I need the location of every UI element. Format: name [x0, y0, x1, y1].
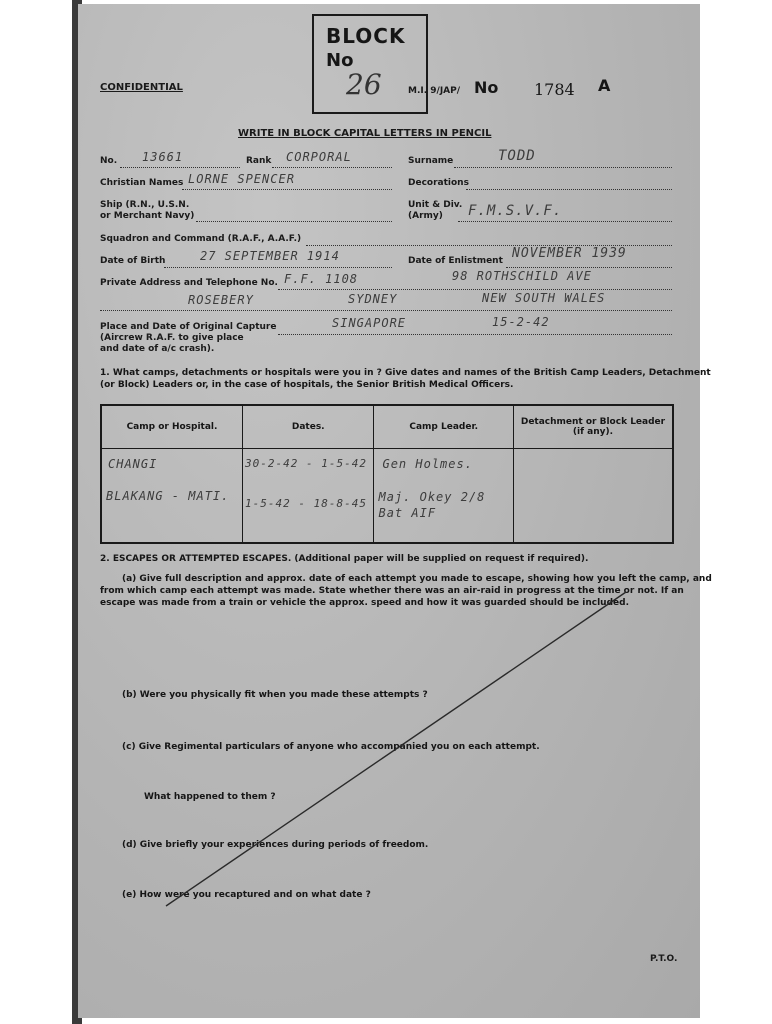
question-1-line-1: 1. What camps, detachments or hospitals were you in ? Give dates and names of the British Camp Leaders, Detachment — [100, 368, 711, 378]
address-label: Private Address and Telephone No. — [100, 278, 278, 288]
address-value-2: ROSEBERY — [188, 293, 254, 307]
col-camp-header: Camp or Hospital. — [101, 405, 243, 449]
surname-label: Surname — [408, 156, 454, 166]
capture-label-2: (Aircrew R.A.F. to give place — [100, 333, 244, 343]
capture-label-1: Place and Date of Original Capture — [100, 322, 277, 332]
no-field-label: No. — [100, 156, 118, 166]
leader-2: Maj. Okey 2/8 Bat AIF — [378, 490, 486, 520]
camp-2: BLAKANG - MATI. — [106, 489, 230, 503]
form-number: 1784 — [534, 80, 575, 99]
unit-label-1: Unit & Div. — [408, 200, 463, 210]
question-2e: (e) How were you recaptured and on what date ? — [122, 890, 371, 900]
question-2-title: 2. ESCAPES OR ATTEMPTED ESCAPES. (Additional paper will be supplied on request if required). — [100, 554, 589, 564]
form-page — [78, 4, 712, 1018]
dates-1: 30-2-42 - 1-5-42 — [245, 457, 367, 470]
question-2c-sub: What happened to them ? — [144, 792, 276, 802]
mi-reference: M.I. 9/JAP/ — [408, 86, 461, 96]
no-field-value: 13661 — [142, 150, 184, 164]
christian-names-value: LORNE SPENCER — [188, 172, 295, 186]
capture-date: 15-2-42 — [492, 315, 550, 329]
capture-place: SINGAPORE — [332, 316, 407, 330]
address-value-3: SYDNEY — [348, 292, 398, 306]
col-detachment-header: Detachment or Block Leader (if any). — [513, 405, 673, 449]
instruction: WRITE IN BLOCK CAPITAL LETTERS IN PENCIL — [238, 128, 492, 139]
question-2a-line-3: escape was made from a train or vehicle the approx. speed and how it was guarded should be included. — [100, 598, 629, 608]
question-2a-line-1: (a) Give full description and approx. date of each attempt you made to escape, showing how you left the camp, and — [122, 574, 712, 584]
question-2d: (d) Give briefly your experiences during periods of freedom. — [122, 840, 429, 850]
rank-value: CORPORAL — [286, 150, 352, 164]
block-title: BLOCK — [326, 24, 406, 48]
dob-label: Date of Birth — [100, 256, 166, 266]
surname-value: TODD — [498, 148, 536, 164]
col-dates-header: Dates. — [243, 405, 374, 449]
capture-label-3: and date of a/c crash). — [100, 344, 215, 354]
unit-value: F.M.S.V.F. — [468, 203, 563, 219]
form-suffix: A — [598, 76, 611, 95]
enlistment-value: NOVEMBER 1939 — [512, 246, 627, 261]
unit-label-2: (Army) — [408, 211, 443, 221]
enlistment-label: Date of Enlistment — [408, 256, 503, 266]
address-value-1: 98 ROTHSCHILD AVE — [452, 269, 592, 283]
telephone-value: F.F. 1108 — [284, 272, 359, 286]
block-no-value: 26 — [346, 68, 382, 101]
leader-1: Gen Holmes. — [382, 457, 473, 471]
christian-names-label: Christian Names — [100, 178, 184, 188]
pencil-strike-line — [78, 4, 700, 1018]
address-value-4: NEW SOUTH WALES — [482, 291, 606, 305]
col-leader-header: Camp Leader. — [374, 405, 513, 449]
ship-label-1: Ship (R.N., U.S.N. — [100, 200, 190, 210]
question-1-line-2: (or Block) Leaders or, in the case of hospitals, the Senior British Medical Officers. — [100, 380, 514, 390]
ship-label-2: or Merchant Navy) — [100, 211, 195, 221]
no-label: No — [474, 78, 499, 97]
question-2a-line-2: from which camp each attempt was made. State whether there was an air-raid in progress at the time or not. If an — [100, 586, 684, 596]
camp-1: CHANGI — [108, 457, 158, 471]
squadron-label: Squadron and Command (R.A.F., A.A.F.) — [100, 234, 302, 244]
question-2c: (c) Give Regimental particulars of anyone who accompanied you on each attempt. — [122, 742, 540, 752]
block-no-label: No — [326, 50, 354, 71]
rank-label: Rank — [246, 156, 272, 166]
decorations-label: Decorations — [408, 178, 469, 188]
dob-value: 27 SEPTEMBER 1914 — [200, 249, 340, 263]
question-2b: (b) Were you physically fit when you made these attempts ? — [122, 690, 428, 700]
pto-label: P.T.O. — [650, 954, 678, 964]
dates-2: 1-5-42 - 18-8-45 — [245, 497, 367, 510]
confidential-label: CONFIDENTIAL — [100, 82, 183, 93]
